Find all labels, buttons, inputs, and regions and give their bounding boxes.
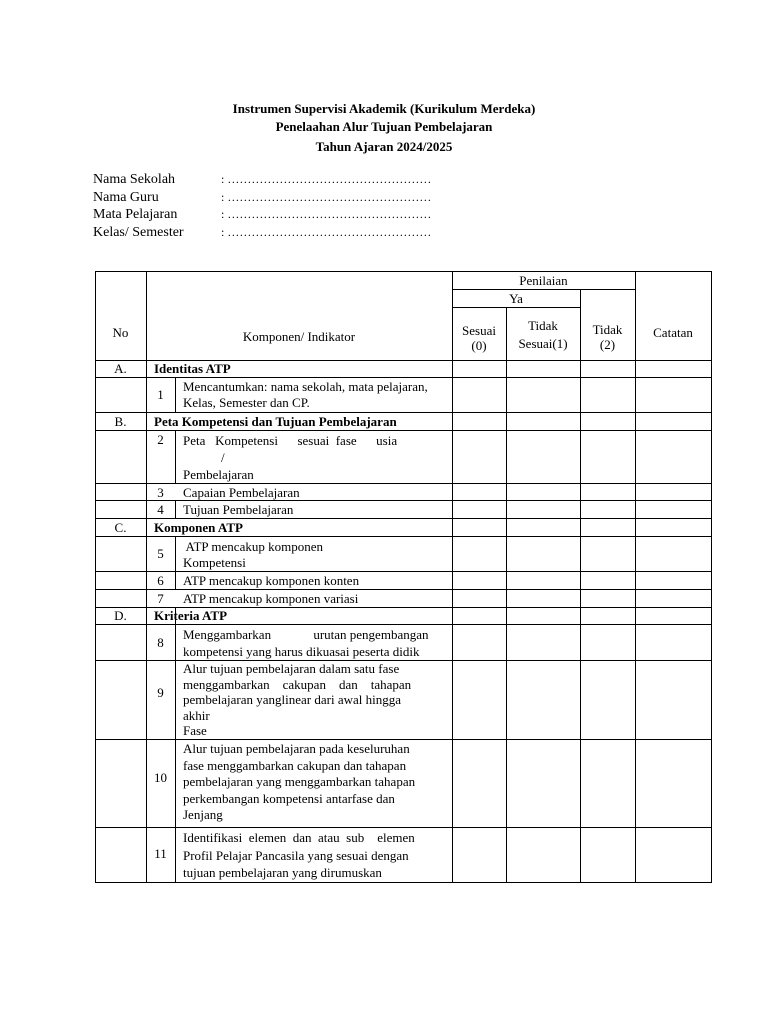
indicator-line: Identifikasi elemen dan atau sub elemen <box>183 830 415 845</box>
item-indicator: Capaian Pembelajaran <box>183 485 300 500</box>
item-number: 11 <box>154 846 167 861</box>
indicator-line: Kompetensi <box>183 554 246 570</box>
info-label: Nama Sekolah <box>93 172 176 187</box>
indicator-line: ATP mencakup komponen <box>183 539 323 554</box>
section-letter: C. <box>114 520 127 535</box>
item-indicator <box>183 432 447 483</box>
title-line-2: Penelaahan Alur Tujuan Pembelajaran <box>275 119 493 134</box>
item-number: 3 <box>157 485 164 500</box>
grid-line <box>175 377 176 413</box>
header-komponen: Komponen/ Indikator <box>242 329 356 344</box>
grid-line <box>95 739 712 740</box>
indicator-line: Alur tujuan pembelajaran pada keseluruhan <box>183 741 410 756</box>
info-label: Nama Guru <box>93 189 159 205</box>
grid-line <box>95 827 712 828</box>
grid-line <box>452 289 635 290</box>
item-number: 10 <box>154 770 167 785</box>
title-line-3: Tahun Ajaran 2024/2025 <box>315 139 453 154</box>
section-title: Komponen ATP <box>154 520 243 535</box>
header-penilaian: Penilaian <box>519 273 568 288</box>
indicator-line: tujuan pembelajaran yang dirumuskan <box>183 865 382 880</box>
indicator-line: perkembangan kompetensi antarfase dan <box>183 790 395 806</box>
table-border-right <box>711 271 712 883</box>
item-number: 6 <box>157 573 164 588</box>
header-no: No <box>112 325 129 340</box>
table-border-bottom <box>95 882 712 883</box>
info-value: : …………………………………………… <box>221 172 432 186</box>
header-tidak <box>580 322 635 352</box>
item-indicator <box>183 379 447 410</box>
item-indicator <box>183 829 447 882</box>
header-tidak-sesuai <box>506 318 580 351</box>
header-sesuai-line2: (0) <box>471 338 487 353</box>
item-number: 7 <box>157 591 164 606</box>
grid-line <box>95 518 712 519</box>
indicator-line: Fase <box>183 723 207 738</box>
info-value: : …………………………………………… <box>221 207 432 221</box>
item-indicator <box>183 661 447 739</box>
item-indicator: ATP mencakup komponen konten <box>183 573 360 588</box>
grid-line <box>95 589 712 590</box>
item-number: 9 <box>157 685 164 700</box>
grid-line <box>95 483 712 484</box>
grid-line <box>95 430 712 431</box>
grid-line <box>506 307 507 883</box>
header-tidak-sesuai-line1: Tidak <box>528 318 558 333</box>
grid-line <box>175 500 176 519</box>
indicator-line: Peta Kompetensi sesuai fase usia <box>183 433 398 448</box>
indicator-line: pembelajaran yang menggambarkan tahapan <box>183 774 416 789</box>
grid-line <box>95 624 712 625</box>
header-sesuai <box>452 323 506 353</box>
title-line-1: Instrumen Supervisi Akademik (Kurikulum Merdeka) <box>232 101 536 116</box>
grid-line <box>175 536 176 590</box>
section-letter: D. <box>114 608 127 623</box>
section-letter: B. <box>114 414 127 429</box>
item-indicator: Tujuan Pembelajaran <box>183 502 294 517</box>
grid-line <box>635 271 636 883</box>
indicator-line: kompetensi yang harus dikuasai peserta didik <box>183 644 420 659</box>
section-letter: A. <box>114 361 127 376</box>
grid-line <box>175 607 176 883</box>
header-tidak-line2: (2) <box>599 337 616 352</box>
info-label: Mata Pelajaran <box>93 207 178 222</box>
info-value: : …………………………………………… <box>221 224 432 239</box>
indicator-line: Alur tujuan pembelajaran dalam satu fase <box>183 661 400 676</box>
item-indicator <box>183 539 447 570</box>
info-value: : …………………………………………… <box>221 189 432 204</box>
grid-line <box>95 536 712 537</box>
indicator-line: Mencantumkan: nama sekolah, mata pelajaran, <box>183 379 428 394</box>
grid-line <box>95 500 712 501</box>
indicator-line: / <box>221 450 225 465</box>
indicator-line: Jenjang <box>183 807 223 822</box>
item-indicator <box>183 741 447 824</box>
grid-line <box>452 271 453 883</box>
section-title: Peta Kompetensi dan Tujuan Pembelajaran <box>154 414 397 429</box>
indicator-line: pembelajaran yanglinear dari awal hingga <box>183 692 402 707</box>
item-indicator <box>183 626 447 660</box>
section-title: Identitas ATP <box>154 361 231 376</box>
info-label: Kelas/ Semester <box>93 224 184 240</box>
supervision-table <box>95 271 712 883</box>
header-catatan: Catatan <box>653 325 693 340</box>
header-tidak-sesuai-line2: Sesuai(1) <box>518 336 568 351</box>
header-ya: Ya <box>509 291 523 306</box>
indicator-line: Pembelajaran <box>183 467 254 482</box>
grid-line <box>95 412 712 413</box>
table-border-top <box>95 271 712 272</box>
header-tidak-line1: Tidak <box>592 322 623 337</box>
indicator-line: akhir <box>183 707 210 723</box>
item-number: 1 <box>157 387 164 402</box>
indicator-line: fase menggambarkan cakupan dan tahapan <box>183 757 407 773</box>
grid-line <box>95 571 712 572</box>
item-number: 4 <box>157 502 164 517</box>
indicator-line: Profil Pelajar Pancasila yang sesuai dengan <box>183 847 409 863</box>
grid-line <box>452 307 580 308</box>
indicator-line: Menggambarkan urutan pengembangan <box>183 627 429 642</box>
item-number: 2 <box>157 432 164 447</box>
section-title: Kriteria ATP <box>154 608 228 623</box>
header-sesuai-line1: Sesuai <box>462 323 496 338</box>
grid-line <box>175 430 176 484</box>
indicator-line: menggambarkan cakupan dan tahapan <box>183 676 412 692</box>
item-indicator: ATP mencakup komponen variasi <box>183 591 359 606</box>
grid-line <box>95 377 712 378</box>
item-number: 5 <box>157 546 164 561</box>
item-number: 8 <box>157 635 164 650</box>
indicator-line: Kelas, Semester dan CP. <box>183 394 310 410</box>
grid-line <box>580 289 581 883</box>
